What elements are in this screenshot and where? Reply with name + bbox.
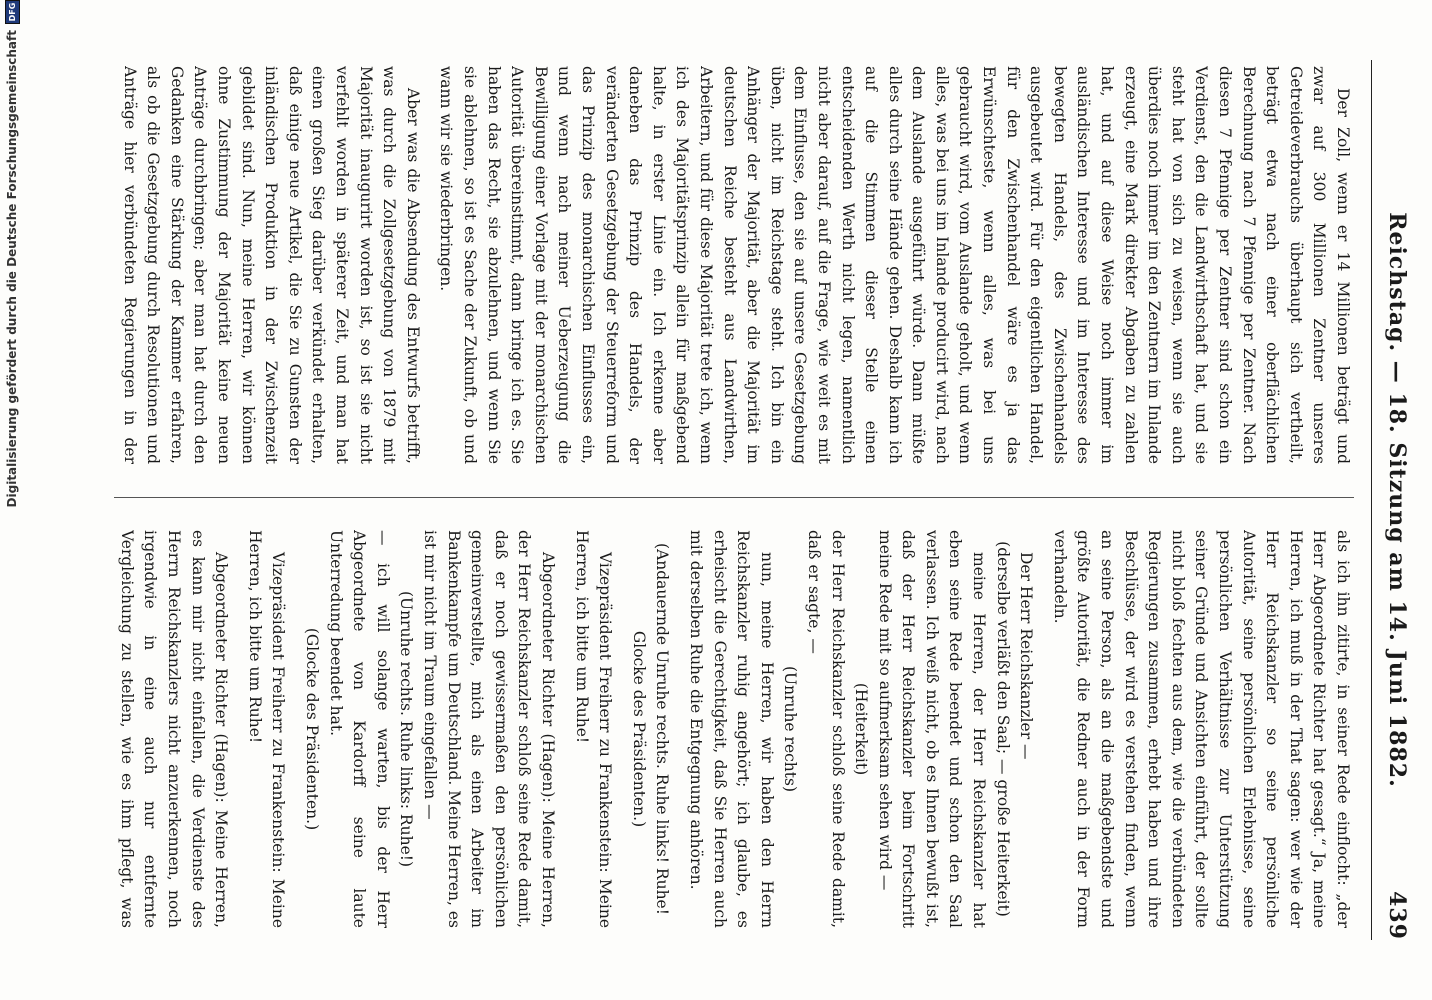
paragraph: (derselbe verläßt den Saal; — große Heiterkeit) bbox=[993, 541, 1012, 917]
digitization-credit bbox=[0, 0, 24, 1000]
paragraph: (Unruhe rechts) bbox=[781, 665, 800, 793]
right-column bbox=[114, 530, 1354, 928]
credit-text: Digitalisierung gefördert durch die Deutsche Forschungsgemeinschaft bbox=[5, 30, 19, 508]
paragraph: (Heiterkeit) bbox=[852, 682, 871, 776]
paragraph: als ich ihn zitirte, in seiner Rede einflocht: „der Herr Abgeordnete Richter hat gesagt.“ Ja, meine Herren, ich muß in der That sagen: wer wie der Herr Reichskanzler so seine persönliche Autorität, seine persönlichen Erlebnisse, seine persönlichen Verhältnisse zur Unterstützung seiner Gründe und Ansichten einführt, der sollte nicht bloß fechten aus dem, wie die verbündeten Regierungen zusammen, erhebt haben und ihre Beschlüsse, der wird es verstehen finden, wenn an seine Person, als an die maßgebendste und größte Autorität, die Redner auch in der Form verhandeln. bbox=[1050, 530, 1352, 928]
dfg-logo: DFG bbox=[5, 0, 20, 24]
left-column bbox=[114, 66, 1354, 464]
paragraph: (Glocke des Präsidenten.) bbox=[303, 627, 322, 831]
running-header bbox=[1380, 60, 1414, 940]
speaker-paragraph: Vizepräsident Freiherr zu Frankenstein: Meine Herren, ich bitte um Ruhe! bbox=[572, 530, 615, 928]
paragraph: (Andauernde Unruhe rechts. Ruhe links! Ruhe! Glocke des Präsidenten.) bbox=[629, 543, 672, 915]
paragraph: Aber was die Absendung des Entwurfs betrifft, was durch die Zollgesetzgebung von 1879 mit Majorität inaugurirt worden ist, so ist sie nicht verfehlt worden in späterer Zeit, und man hat einen großen Sieg darüber verkündet erhalten, daß einige neue Artikel, die Sie zu Gunsten der inländischen Produktion in der Zwischenzeit gebildet sind. Nun, meine Herren, wir können ohne Zustimmung der Majorität keine neuen Anträge durchbringen; aber man hat durch den Gedanken eine Stärkung der Kammer erfahren, als ob die Gesetzgebung durch Resolutionen und Anträge hier verbündeten Regierungen in der bbox=[120, 66, 422, 464]
paragraph: Der Zoll, wenn er 14 Millionen beträgt und zwar auf 300 Millionen Zentner unseres Getreideverbrauchs überhaupt sich vertheilt, beträgt etwa nach einer oberflächlichen Berechnung nach 7 Pfennige per Zentner. Nach diesen 7 Pfennige per Zentner sind schon ein Verdienst, den die Landwirthschaft hat, und sie steht hat von sich zu weisen, wenn sie auch überdies noch immer im den Zentnern im Inlande erzeugt, eine Mark direkter Abgaben zu zahlen hat, und auf diese Weise noch immer im ausländischen Interesse und im Interesse des bewegten Handels, des Zwischenhandels ausgebeutet wird. Für den eigentlichen Handel, für den Zwischenhandel wäre es ja das Erwünschteste, wenn alles, was bei uns gebraucht wird, vom Auslande geholt, und wenn alles, was bei uns im Inlande producirt wird, nach dem Auslande ausgeführt würde. Dann müßte alles durch seine Hände gehen. Deshalb kann ich auf die Stimmen dieser Stelle einen entscheidenden Werth nicht legen, namentlich nicht aber darauf, auf die Frage, wie weit es mit dem Einflusse, den sie auf unsere Gesetzgebung üben, nicht im Reichstage steht. Ich bin ein Anhänger der Majorität, aber die Majorität im deutschen Reiche besteht aus Landwirthen, Arbeitern, und für diese Majorität trete ich, wenn ich des Majoritätsprinzip allein für maßgebend halte, in erster Linie ein. Ich erkenne aber daneben das Prinzip des Handels, der veränderten Gesetzgebung der Steuerreform und das Prinzip des monarchischen Einflusses ein, und wenn nach meiner Ueberzeugung die Bewilligung einer Vorlage mit der monarchischen Autorität übereinstimmt, dann bringe ich es. Sie haben das Recht, sie abzulehnen, und wenn Sie sie ablehnen, so ist es Sache der Zukunft, ob und wann wir sie wiederbringen. bbox=[437, 66, 1352, 464]
paragraph: Abgeordneter Richter (Hagen): Meine Herren, es kann mir nicht einfallen, die Verdienste des Herrn Reichskanzlers nicht anzuerkennen, noch irgendwie in eine auch nur entfernte Vergleichung zu stellen, wie es ihm pflegt, was bbox=[117, 530, 231, 928]
speaker-paragraph: Vizepräsident Freiherr zu Frankenstein: Meine Herren, ich bitte um Ruhe! bbox=[245, 530, 288, 928]
paragraph: (Unruhe rechts. Ruhe links: Ruhe!) bbox=[397, 590, 416, 868]
header-title: Reichstag. — 18. Sitzung am 14. Juni 1882. bbox=[1384, 212, 1410, 788]
paragraph: — ich will solange warten, bis der Herr Abgeordnete von Kardorff seine laute Unterredung beendet hat. bbox=[326, 530, 392, 928]
page-number: 439 bbox=[1384, 891, 1410, 940]
header-rule bbox=[1371, 60, 1372, 940]
paragraph: nun, meine Herren, wir haben den Herrn Reichskanzler ruhig angehört; ich glaube, es erheischt die Gerechtigkeit, daß Sie Herren auch mit derselben Ruhe die Entgegnung anhören. bbox=[686, 530, 776, 928]
paragraph: Der Herr Reichskanzler — bbox=[1017, 552, 1036, 760]
column-divider bbox=[114, 497, 1354, 498]
paragraph: Abgeordneter Richter (Hagen): Meine Herren, der Herr Reichskanzler schloß seine Rede damit, daß er noch gewissermaßen den persönlichen gemeinverstellte, mich als einen Arbeiter im Bankenkampfe um Deutschland. Meine Herren, es ist mir nicht im Traum eingefallen — bbox=[421, 530, 557, 928]
paragraph: der Herr Reichskanzler schloß seine Rede damit, daß er sagte, — bbox=[804, 530, 847, 928]
paragraph: meine Herren, der Herr Reichskanzler hat eben seine Rede beendet und schon den Saal verlassen. Ich weiß nicht, ob es Ihnen bewußt ist, daß der Herr Reichskanzler beim Fortschritt meine Rede mit so aufmerksam sehen wird — bbox=[875, 530, 989, 928]
